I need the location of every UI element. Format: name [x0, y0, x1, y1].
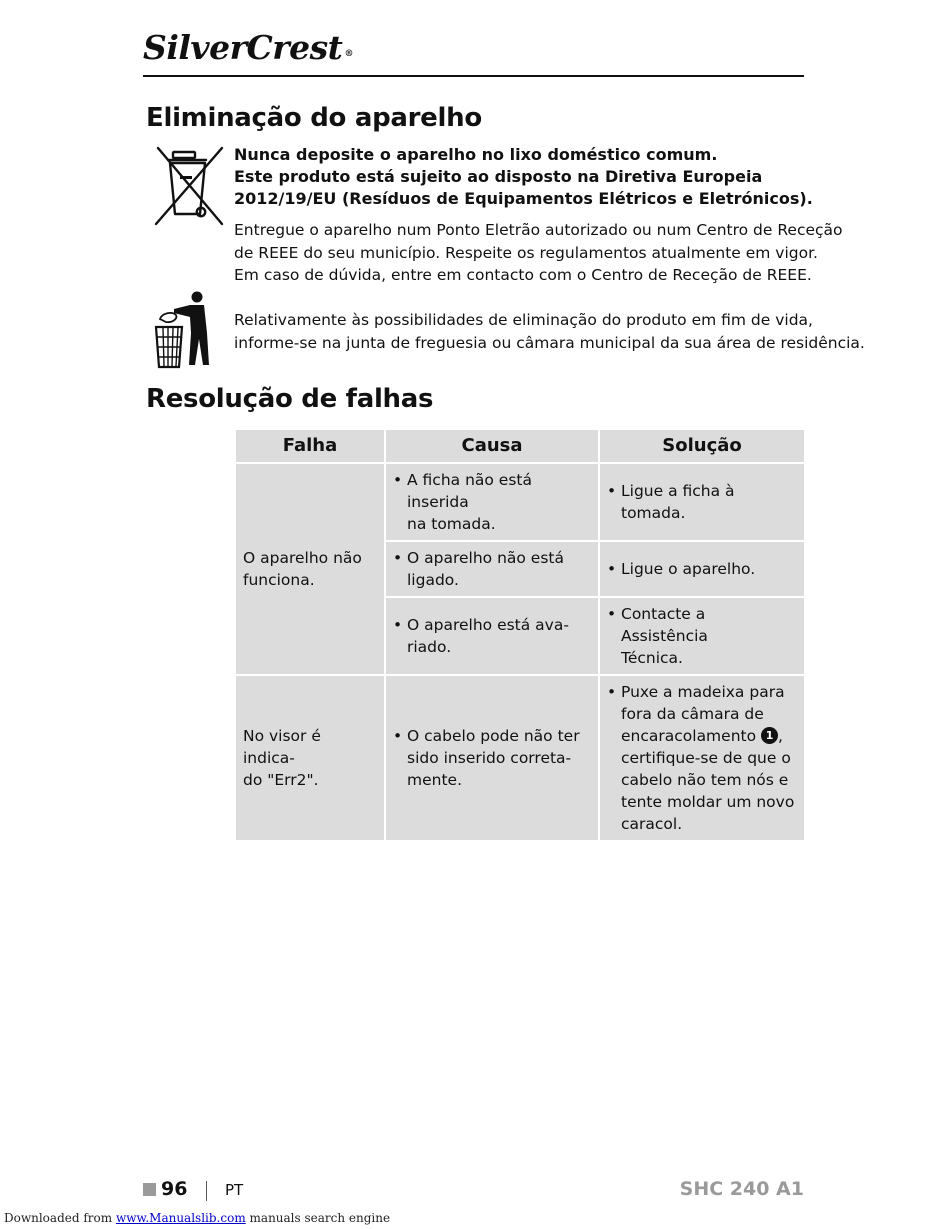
solution-cell [599, 463, 805, 541]
cause-cell [385, 675, 599, 841]
fault-cell [235, 463, 385, 675]
table-row [235, 463, 805, 541]
cell-line: caracol. [621, 815, 683, 833]
manualslib-link[interactable]: www.Manualslib.com [115, 1211, 246, 1225]
cell-line: O aparelho está ava- [407, 616, 569, 634]
cell-line: Ligue o aparelho. [621, 560, 756, 578]
ref-suffix: , [778, 727, 783, 745]
tidyman-icon [152, 291, 216, 369]
paragraph-line: Relativamente às possibilidades de eliminação do produto em fim de vida, [234, 311, 813, 329]
cell-line: Puxe a madeixa para [621, 683, 785, 701]
cell-line-text: encaracolamento [621, 727, 757, 745]
column-header-fault: Falha [235, 429, 385, 463]
paragraph-line: informe-se na junta de freguesia ou câmara municipal da sua área de residência. [234, 333, 865, 352]
cell-line: do "Err2". [243, 771, 319, 789]
disposal-warning [234, 144, 813, 210]
cell-line: ligado. [407, 571, 459, 589]
download-suffix: manuals search engine [249, 1211, 391, 1225]
bullet: • [393, 727, 403, 745]
paragraph-line: Em caso de dúvida, entre em contacto com o Centro de Receção de REEE. [234, 266, 812, 284]
disposal-heading: Eliminação do aparelho [146, 103, 482, 133]
bullet: • [607, 605, 617, 623]
solution-cell [599, 675, 805, 841]
disposal-warning-line: Nunca deposite o aparelho no lixo doméstico comum. [234, 145, 718, 164]
solution-cell [599, 597, 805, 675]
cell-line: Ligue a ficha à tomada. [621, 482, 735, 522]
cell-line: A ficha não está inserida [407, 471, 532, 511]
bullet: • [607, 482, 617, 500]
cell-line: No visor é indica- [243, 727, 321, 767]
cell-line: sido inserido correta- [407, 749, 572, 767]
paragraph-line: Entregue o aparelho num Ponto Eletrão autorizado ou num Centro de Receção [234, 221, 843, 239]
cause-cell [385, 597, 599, 675]
column-header-cause: Causa [385, 429, 599, 463]
cause-cell [385, 463, 599, 541]
solution-cell [599, 541, 805, 597]
bullet: • [393, 471, 403, 489]
bullet: • [393, 549, 403, 567]
cell-line: cabelo não tem nós e [621, 771, 789, 789]
footer-separator [206, 1181, 207, 1201]
cell-line: tente moldar um novo [621, 793, 795, 811]
cell-line: fora da câmara de [621, 705, 764, 723]
troubleshooting-table [234, 428, 806, 842]
disposal-instructions [234, 219, 843, 287]
part-number: 1 [765, 729, 774, 742]
crossed-out-wheelie-bin-icon [150, 146, 226, 228]
table-row [235, 675, 805, 841]
bullet: • [607, 560, 617, 578]
cause-cell [385, 541, 599, 597]
troubleshooting-heading: Resolução de falhas [146, 384, 434, 414]
disposal-warning-line: Este produto está sujeito ao disposto na Diretiva Europeia [234, 167, 763, 186]
cell-line: O aparelho não [243, 549, 362, 567]
language-code: PT [225, 1181, 244, 1199]
cell-line: mente. [407, 771, 462, 789]
cell-line: certifique-se de que o [621, 749, 791, 767]
cell-line: O cabelo pode não ter [407, 727, 580, 745]
municipal-info [234, 309, 865, 354]
cell-line: riado. [407, 638, 452, 656]
cell-line: na tomada. [407, 515, 496, 533]
cell-line: O aparelho não está [407, 549, 564, 567]
model-number: SHC 240 A1 [679, 1178, 804, 1200]
table-header-row [235, 429, 805, 463]
page-marker-square [143, 1183, 156, 1196]
cell-line: Contacte a Assistência [621, 605, 708, 645]
bullet: • [607, 683, 617, 701]
fault-cell [235, 675, 385, 841]
bullet: • [393, 616, 403, 634]
brand-logo [143, 30, 353, 66]
column-header-solution: Solução [599, 429, 805, 463]
brand-logo-text: SilverCrest [143, 28, 343, 67]
header-rule [143, 75, 804, 77]
download-prefix: Downloaded from [4, 1211, 113, 1225]
cell-line: funciona. [243, 571, 315, 589]
disposal-warning-line: 2012/19/EU (Resíduos de Equipamentos Elétricos e Eletrónicos). [234, 189, 813, 208]
part-number-badge [761, 727, 778, 744]
cell-line-with-ref [621, 725, 794, 747]
download-note [4, 1210, 390, 1226]
cell-line: Técnica. [621, 649, 683, 667]
registered-mark: ® [344, 49, 353, 59]
paragraph-line: de REEE do seu município. Respeite os regulamentos atualmente em vigor. [234, 243, 818, 262]
page-number: 96 [161, 1178, 188, 1200]
